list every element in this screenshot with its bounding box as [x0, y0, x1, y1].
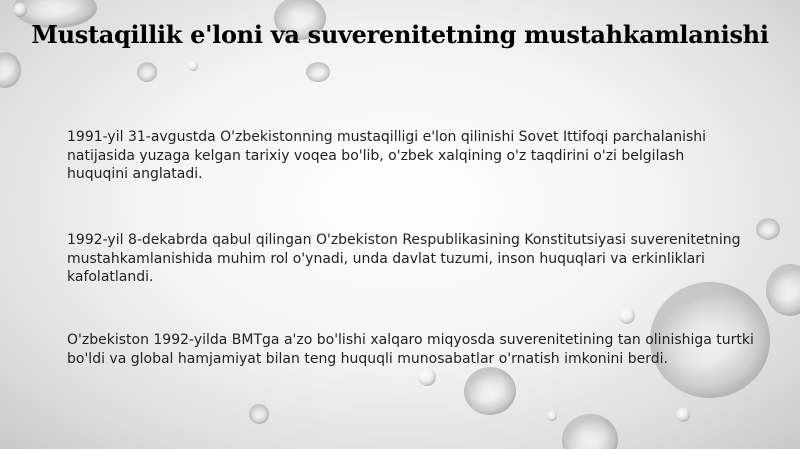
droplet — [619, 308, 635, 324]
droplet — [418, 368, 436, 386]
droplet — [547, 411, 557, 421]
droplet — [249, 404, 269, 424]
droplet — [766, 264, 800, 316]
droplet — [676, 408, 690, 422]
slide-title: Mustaqillik e'loni va suverenitetning mustahkamlanishi — [31, 20, 769, 49]
droplet — [137, 62, 157, 82]
paragraph-constitution: 1992-yil 8-dekabrda qabul qilingan O'zbekiston Respublikasining Konstitutsiyasi suverenitetning mustahkamlanishida muhim rol o'ynadi, unda davlat tuzumi, inson huquqlari va erkinliklari kafolatlandi. — [67, 232, 741, 285]
droplet — [13, 3, 27, 17]
paragraph-un-membership: O'zbekiston 1992-yilda BMTga a'zo bo'lishi xalqaro miqyosda suverenitetining tan olinishiga turtki bo'ldi va global hamjamiyat bilan teng huquqli munosabatlar o'rnatish imkonini berdi. — [67, 332, 754, 367]
paragraph-independence: 1991-yil 31-avgustda O'zbekistonning mustaqilligi e'lon qilinishi Sovet Ittifoqi parchalanishi natijasida yuzaga kelgan tarixiy voqea bo'lib, o'zbek xalqining o'z taqdirini o'zi belgilash huquqini anglatadi. — [67, 129, 707, 182]
droplet — [306, 62, 330, 82]
droplet — [464, 367, 516, 415]
droplet — [188, 61, 198, 71]
droplet — [756, 218, 780, 240]
droplet — [0, 52, 21, 88]
droplet — [562, 414, 618, 449]
